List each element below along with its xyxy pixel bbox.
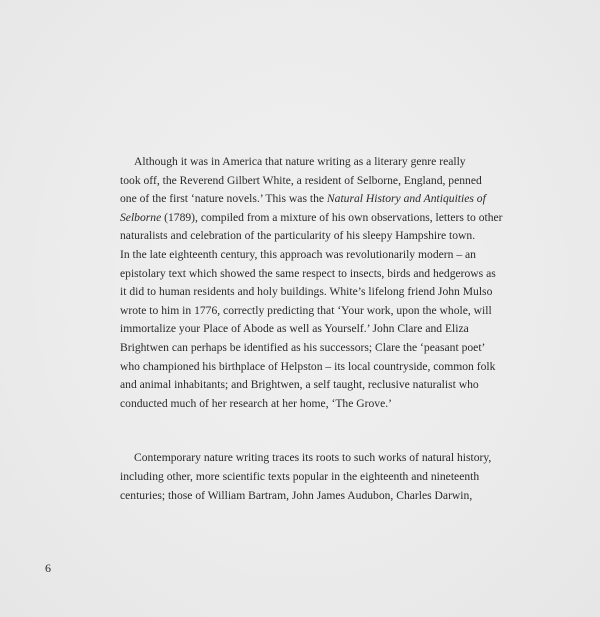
text-line: Brightwen can perhaps be identified as his successors; Clare the ‘peasant poet’ — [120, 340, 486, 354]
text-line: conducted much of her research at her home, ‘The Grove.’ — [120, 396, 393, 410]
page-number: 6 — [45, 561, 51, 575]
paragraph-2 — [120, 449, 540, 505]
text-line: naturalists and celebration of the particularity of his sleepy Hampshire town. — [120, 229, 476, 243]
text-line: wrote to him in 1776, correctly predicting that ‘Your work, upon the whole, will — [120, 303, 492, 317]
paragraph-1 — [120, 153, 540, 413]
text-line: In the late eighteenth century, this approach was revolutionarily modern – an — [120, 247, 476, 261]
text-line: including other, more scientific texts popular in the eighteenth and nineteenth — [120, 469, 480, 483]
body-text — [120, 153, 540, 505]
text-line: it did to human residents and holy buildings. White’s lifelong friend John Mulso — [120, 285, 493, 299]
text-line: Selborne (1789), compiled from a mixture of his own observations, letters to other — [120, 210, 503, 224]
text-line: epistolary text which showed the same respect to insects, birds and hedgerows as — [120, 266, 496, 280]
text-line: took off, the Reverend Gilbert White, a resident of Selborne, England, penned — [120, 173, 482, 187]
book-title-italic: Natural History and Antiquities of — [326, 192, 486, 206]
text-line: one of the first ‘nature novels.’ This was the Natural History and Antiquities of — [120, 192, 486, 206]
text-line: who championed his birthplace of Helpston – its local countryside, common folk — [120, 359, 496, 373]
text-line: immortalize your Place of Abode as well as Yourself.’ John Clare and Eliza — [120, 322, 469, 336]
text-line: Although it was in America that nature writing as a literary genre really — [134, 155, 466, 168]
text-line: Contemporary nature writing traces its roots to such works of natural history, — [134, 451, 492, 465]
text-line: and animal inhabitants; and Brightwen, a self taught, reclusive naturalist who — [120, 378, 479, 392]
text-line: centuries; those of William Bartram, John James Audubon, Charles Darwin, — [120, 488, 473, 502]
paragraph-gap — [120, 413, 540, 449]
book-title-italic: Selborne — [120, 210, 162, 224]
